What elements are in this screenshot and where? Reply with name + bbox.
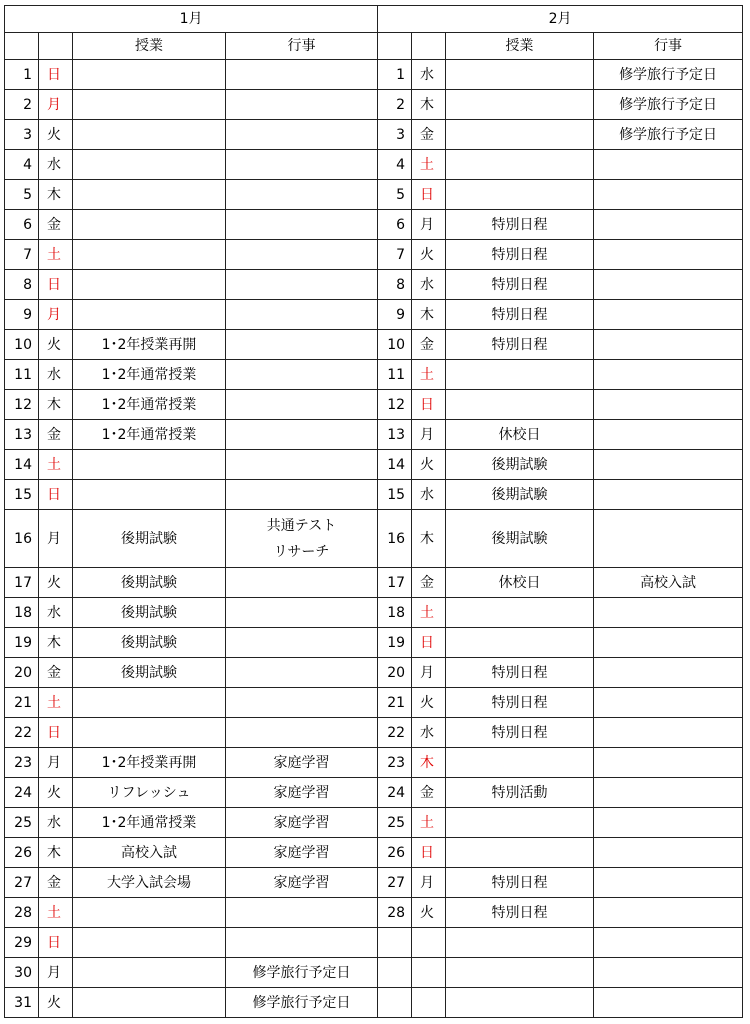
day-number: 25 <box>5 808 39 838</box>
day-number: 13 <box>378 420 412 450</box>
weekday: 金 <box>412 568 446 598</box>
class-cell <box>73 988 226 1018</box>
day-number: 2 <box>378 90 412 120</box>
day-number: 13 <box>5 420 39 450</box>
day-number: 16 <box>378 510 412 568</box>
weekday: 月 <box>412 420 446 450</box>
day-number: 25 <box>378 808 412 838</box>
class-cell: 特別日程 <box>446 658 594 688</box>
event-cell <box>594 390 743 420</box>
weekday: 日 <box>39 270 73 300</box>
event-cell <box>226 330 378 360</box>
event-cell <box>226 90 378 120</box>
weekday: 水 <box>39 598 73 628</box>
day-number: 8 <box>378 270 412 300</box>
header-event-jan: 行事 <box>226 33 378 60</box>
weekday: 土 <box>39 450 73 480</box>
class-cell: 休校日 <box>446 568 594 598</box>
empty-cell <box>446 928 594 958</box>
day-number: 17 <box>378 568 412 598</box>
day-number: 19 <box>5 628 39 658</box>
weekday: 木 <box>412 510 446 568</box>
day-number: 7 <box>378 240 412 270</box>
class-cell: 後期試験 <box>73 510 226 568</box>
day-number: 12 <box>378 390 412 420</box>
event-cell <box>594 450 743 480</box>
day-number: 30 <box>5 958 39 988</box>
weekday: 日 <box>39 928 73 958</box>
class-cell: 特別日程 <box>446 210 594 240</box>
day-number: 20 <box>378 658 412 688</box>
weekday: 木 <box>412 300 446 330</box>
weekday: 月 <box>39 300 73 330</box>
class-cell: 特別日程 <box>446 688 594 718</box>
event-cell <box>226 898 378 928</box>
weekday: 日 <box>412 390 446 420</box>
table-row <box>5 240 743 270</box>
event-cell <box>226 210 378 240</box>
day-number: 7 <box>5 240 39 270</box>
table-row <box>5 420 743 450</box>
empty-cell <box>378 958 412 988</box>
day-number: 12 <box>5 390 39 420</box>
month-title-jan: 1月 <box>5 6 378 33</box>
event-cell <box>226 450 378 480</box>
event-cell <box>594 360 743 390</box>
weekday: 金 <box>39 868 73 898</box>
event-cell: 修学旅行予定日 <box>594 60 743 90</box>
calendar-table <box>4 5 743 1018</box>
event-cell <box>226 420 378 450</box>
class-cell <box>73 180 226 210</box>
event-cell <box>594 688 743 718</box>
weekday: 土 <box>39 688 73 718</box>
event-cell <box>594 420 743 450</box>
event-cell: 修学旅行予定日 <box>226 958 378 988</box>
class-cell <box>73 718 226 748</box>
class-cell <box>73 240 226 270</box>
day-number: 21 <box>378 688 412 718</box>
weekday: 金 <box>39 420 73 450</box>
empty-cell <box>446 958 594 988</box>
table-row <box>5 120 743 150</box>
day-number: 9 <box>378 300 412 330</box>
day-number: 23 <box>5 748 39 778</box>
class-cell <box>73 150 226 180</box>
event-cell <box>226 658 378 688</box>
event-cell <box>226 568 378 598</box>
weekday: 月 <box>412 658 446 688</box>
event-cell <box>594 180 743 210</box>
day-number: 5 <box>378 180 412 210</box>
day-number: 24 <box>378 778 412 808</box>
event-cell <box>594 150 743 180</box>
event-cell <box>594 898 743 928</box>
weekday: 火 <box>412 898 446 928</box>
class-cell: 特別日程 <box>446 270 594 300</box>
event-cell <box>226 480 378 510</box>
day-number: 23 <box>378 748 412 778</box>
day-number: 11 <box>5 360 39 390</box>
event-cell <box>226 718 378 748</box>
weekday: 日 <box>39 718 73 748</box>
weekday: 土 <box>412 598 446 628</box>
month-title-row <box>5 6 743 33</box>
table-row <box>5 180 743 210</box>
table-row <box>5 90 743 120</box>
event-cell <box>594 718 743 748</box>
event-cell <box>594 868 743 898</box>
class-cell <box>446 390 594 420</box>
day-number: 19 <box>378 628 412 658</box>
class-cell <box>73 958 226 988</box>
class-cell: 高校入試 <box>73 838 226 868</box>
class-cell <box>73 480 226 510</box>
event-cell <box>594 240 743 270</box>
weekday: 火 <box>412 240 446 270</box>
class-cell: 1･2年通常授業 <box>73 808 226 838</box>
class-cell <box>73 300 226 330</box>
table-row <box>5 718 743 748</box>
day-number: 21 <box>5 688 39 718</box>
day-number: 20 <box>5 658 39 688</box>
weekday: 木 <box>39 838 73 868</box>
class-cell: 後期試験 <box>73 628 226 658</box>
weekday: 火 <box>39 120 73 150</box>
header-class-feb: 授業 <box>446 33 594 60</box>
weekday: 土 <box>412 150 446 180</box>
weekday: 火 <box>412 450 446 480</box>
event-cell <box>594 510 743 568</box>
empty-cell <box>378 988 412 1018</box>
table-row <box>5 628 743 658</box>
table-row <box>5 210 743 240</box>
weekday: 木 <box>412 748 446 778</box>
event-cell <box>594 270 743 300</box>
header-class-jan: 授業 <box>73 33 226 60</box>
class-cell <box>73 898 226 928</box>
day-number: 6 <box>5 210 39 240</box>
event-cell: 修学旅行予定日 <box>594 120 743 150</box>
event-cell <box>226 628 378 658</box>
event-cell: 高校入試 <box>594 568 743 598</box>
event-cell <box>226 688 378 718</box>
table-row <box>5 928 743 958</box>
table-row <box>5 390 743 420</box>
header-event-feb: 行事 <box>594 33 743 60</box>
table-row <box>5 658 743 688</box>
table-row <box>5 360 743 390</box>
day-number: 8 <box>5 270 39 300</box>
table-row <box>5 60 743 90</box>
table-row <box>5 480 743 510</box>
class-cell: 大学入試会場 <box>73 868 226 898</box>
class-cell <box>73 270 226 300</box>
class-cell: 1･2年授業再開 <box>73 330 226 360</box>
class-cell <box>446 120 594 150</box>
event-cell: 家庭学習 <box>226 778 378 808</box>
class-cell <box>73 90 226 120</box>
weekday: 水 <box>39 150 73 180</box>
event-cell <box>594 838 743 868</box>
table-row <box>5 898 743 928</box>
event-cell <box>226 390 378 420</box>
day-number: 17 <box>5 568 39 598</box>
empty-cell <box>594 988 743 1018</box>
weekday: 土 <box>412 808 446 838</box>
day-number: 3 <box>5 120 39 150</box>
event-cell <box>226 180 378 210</box>
empty-cell <box>412 988 446 1018</box>
class-cell: リフレッシュ <box>73 778 226 808</box>
event-cell <box>594 598 743 628</box>
day-number: 14 <box>5 450 39 480</box>
empty-cell <box>594 958 743 988</box>
event-cell: 家庭学習 <box>226 868 378 898</box>
class-cell <box>446 838 594 868</box>
day-number: 29 <box>5 928 39 958</box>
weekday: 日 <box>412 838 446 868</box>
day-number: 4 <box>378 150 412 180</box>
weekday: 月 <box>412 868 446 898</box>
day-number: 10 <box>5 330 39 360</box>
weekday: 金 <box>39 210 73 240</box>
weekday: 火 <box>39 778 73 808</box>
weekday: 火 <box>412 688 446 718</box>
day-number: 27 <box>5 868 39 898</box>
event-cell <box>594 480 743 510</box>
weekday: 水 <box>39 808 73 838</box>
table-row <box>5 510 743 568</box>
day-number: 22 <box>5 718 39 748</box>
class-cell: 後期試験 <box>73 658 226 688</box>
weekday: 水 <box>412 60 446 90</box>
class-cell <box>446 628 594 658</box>
day-number: 2 <box>5 90 39 120</box>
weekday: 金 <box>412 330 446 360</box>
event-text: 共通テスト リサーチ <box>266 517 337 560</box>
table-row <box>5 450 743 480</box>
event-cell: 修学旅行予定日 <box>226 988 378 1018</box>
class-cell <box>73 928 226 958</box>
event-cell <box>594 808 743 838</box>
day-number: 1 <box>5 60 39 90</box>
event-cell <box>594 210 743 240</box>
weekday: 火 <box>39 988 73 1018</box>
class-cell <box>446 90 594 120</box>
event-cell <box>226 60 378 90</box>
event-cell <box>226 300 378 330</box>
day-number: 18 <box>5 598 39 628</box>
day-number: 31 <box>5 988 39 1018</box>
table-row <box>5 568 743 598</box>
class-cell: 特別活動 <box>446 778 594 808</box>
table-row <box>5 868 743 898</box>
header-empty <box>378 33 412 60</box>
class-cell: 特別日程 <box>446 718 594 748</box>
weekday: 火 <box>39 568 73 598</box>
weekday: 土 <box>39 240 73 270</box>
class-cell <box>73 210 226 240</box>
weekday: 金 <box>39 658 73 688</box>
day-number: 28 <box>378 898 412 928</box>
day-number: 9 <box>5 300 39 330</box>
class-cell <box>73 450 226 480</box>
class-cell <box>73 60 226 90</box>
class-cell: 後期試験 <box>73 598 226 628</box>
empty-cell <box>378 928 412 958</box>
table-row <box>5 778 743 808</box>
month-title-feb: 2月 <box>378 6 743 33</box>
weekday: 水 <box>39 360 73 390</box>
table-row <box>5 270 743 300</box>
class-cell: 特別日程 <box>446 898 594 928</box>
class-cell <box>446 598 594 628</box>
day-number: 28 <box>5 898 39 928</box>
class-cell: 1･2年授業再開 <box>73 748 226 778</box>
class-cell <box>446 808 594 838</box>
class-cell <box>446 748 594 778</box>
weekday: 土 <box>412 360 446 390</box>
weekday: 日 <box>39 480 73 510</box>
weekday: 日 <box>412 180 446 210</box>
empty-cell <box>412 928 446 958</box>
class-cell: 1･2年通常授業 <box>73 420 226 450</box>
table-row <box>5 688 743 718</box>
class-cell: 休校日 <box>446 420 594 450</box>
table-row <box>5 748 743 778</box>
weekday: 金 <box>412 778 446 808</box>
day-number: 6 <box>378 210 412 240</box>
class-cell: 1･2年通常授業 <box>73 360 226 390</box>
weekday: 月 <box>39 510 73 568</box>
class-cell <box>446 60 594 90</box>
table-row <box>5 150 743 180</box>
day-number: 15 <box>5 480 39 510</box>
weekday: 水 <box>412 270 446 300</box>
weekday: 日 <box>39 60 73 90</box>
class-cell <box>73 120 226 150</box>
event-cell: 家庭学習 <box>226 748 378 778</box>
day-number: 18 <box>378 598 412 628</box>
class-cell: 後期試験 <box>73 568 226 598</box>
event-cell <box>594 658 743 688</box>
class-cell: 特別日程 <box>446 300 594 330</box>
weekday: 水 <box>412 718 446 748</box>
header-empty <box>39 33 73 60</box>
header-empty <box>412 33 446 60</box>
weekday: 火 <box>39 330 73 360</box>
day-number: 27 <box>378 868 412 898</box>
event-cell <box>594 748 743 778</box>
day-number: 26 <box>378 838 412 868</box>
weekday: 月 <box>39 748 73 778</box>
event-cell: 修学旅行予定日 <box>594 90 743 120</box>
class-cell: 特別日程 <box>446 330 594 360</box>
weekday: 水 <box>412 480 446 510</box>
weekday: 月 <box>39 90 73 120</box>
table-row <box>5 300 743 330</box>
event-cell <box>226 928 378 958</box>
day-number: 1 <box>378 60 412 90</box>
event-cell: 家庭学習 <box>226 808 378 838</box>
empty-cell <box>446 988 594 1018</box>
table-row <box>5 958 743 988</box>
table-row <box>5 598 743 628</box>
weekday: 日 <box>412 628 446 658</box>
event-cell <box>226 360 378 390</box>
class-cell: 後期試験 <box>446 480 594 510</box>
weekday: 月 <box>39 958 73 988</box>
event-cell <box>594 628 743 658</box>
day-number: 4 <box>5 150 39 180</box>
day-number: 24 <box>5 778 39 808</box>
weekday: 木 <box>39 180 73 210</box>
class-cell: 後期試験 <box>446 450 594 480</box>
weekday: 木 <box>412 90 446 120</box>
day-number: 5 <box>5 180 39 210</box>
header-empty <box>5 33 39 60</box>
weekday: 金 <box>412 120 446 150</box>
event-cell <box>226 120 378 150</box>
class-cell <box>446 180 594 210</box>
day-number: 10 <box>378 330 412 360</box>
day-number: 26 <box>5 838 39 868</box>
event-cell <box>226 510 378 568</box>
weekday: 土 <box>39 898 73 928</box>
event-cell <box>594 300 743 330</box>
day-number: 3 <box>378 120 412 150</box>
day-number: 14 <box>378 450 412 480</box>
table-row <box>5 330 743 360</box>
class-cell: 後期試験 <box>446 510 594 568</box>
weekday: 木 <box>39 628 73 658</box>
class-cell <box>446 150 594 180</box>
empty-cell <box>594 928 743 958</box>
event-cell <box>226 240 378 270</box>
day-number: 15 <box>378 480 412 510</box>
class-cell: 特別日程 <box>446 868 594 898</box>
table-row <box>5 988 743 1018</box>
event-cell <box>226 598 378 628</box>
event-cell <box>226 150 378 180</box>
day-number: 11 <box>378 360 412 390</box>
class-cell <box>446 360 594 390</box>
weekday: 木 <box>39 390 73 420</box>
empty-cell <box>412 958 446 988</box>
table-row <box>5 838 743 868</box>
column-header-row <box>5 33 743 60</box>
table-row <box>5 808 743 838</box>
event-cell: 家庭学習 <box>226 838 378 868</box>
event-cell <box>594 778 743 808</box>
day-number: 16 <box>5 510 39 568</box>
class-cell: 特別日程 <box>446 240 594 270</box>
day-number: 22 <box>378 718 412 748</box>
event-cell <box>226 270 378 300</box>
event-cell <box>594 330 743 360</box>
weekday: 月 <box>412 210 446 240</box>
class-cell: 1･2年通常授業 <box>73 390 226 420</box>
class-cell <box>73 688 226 718</box>
